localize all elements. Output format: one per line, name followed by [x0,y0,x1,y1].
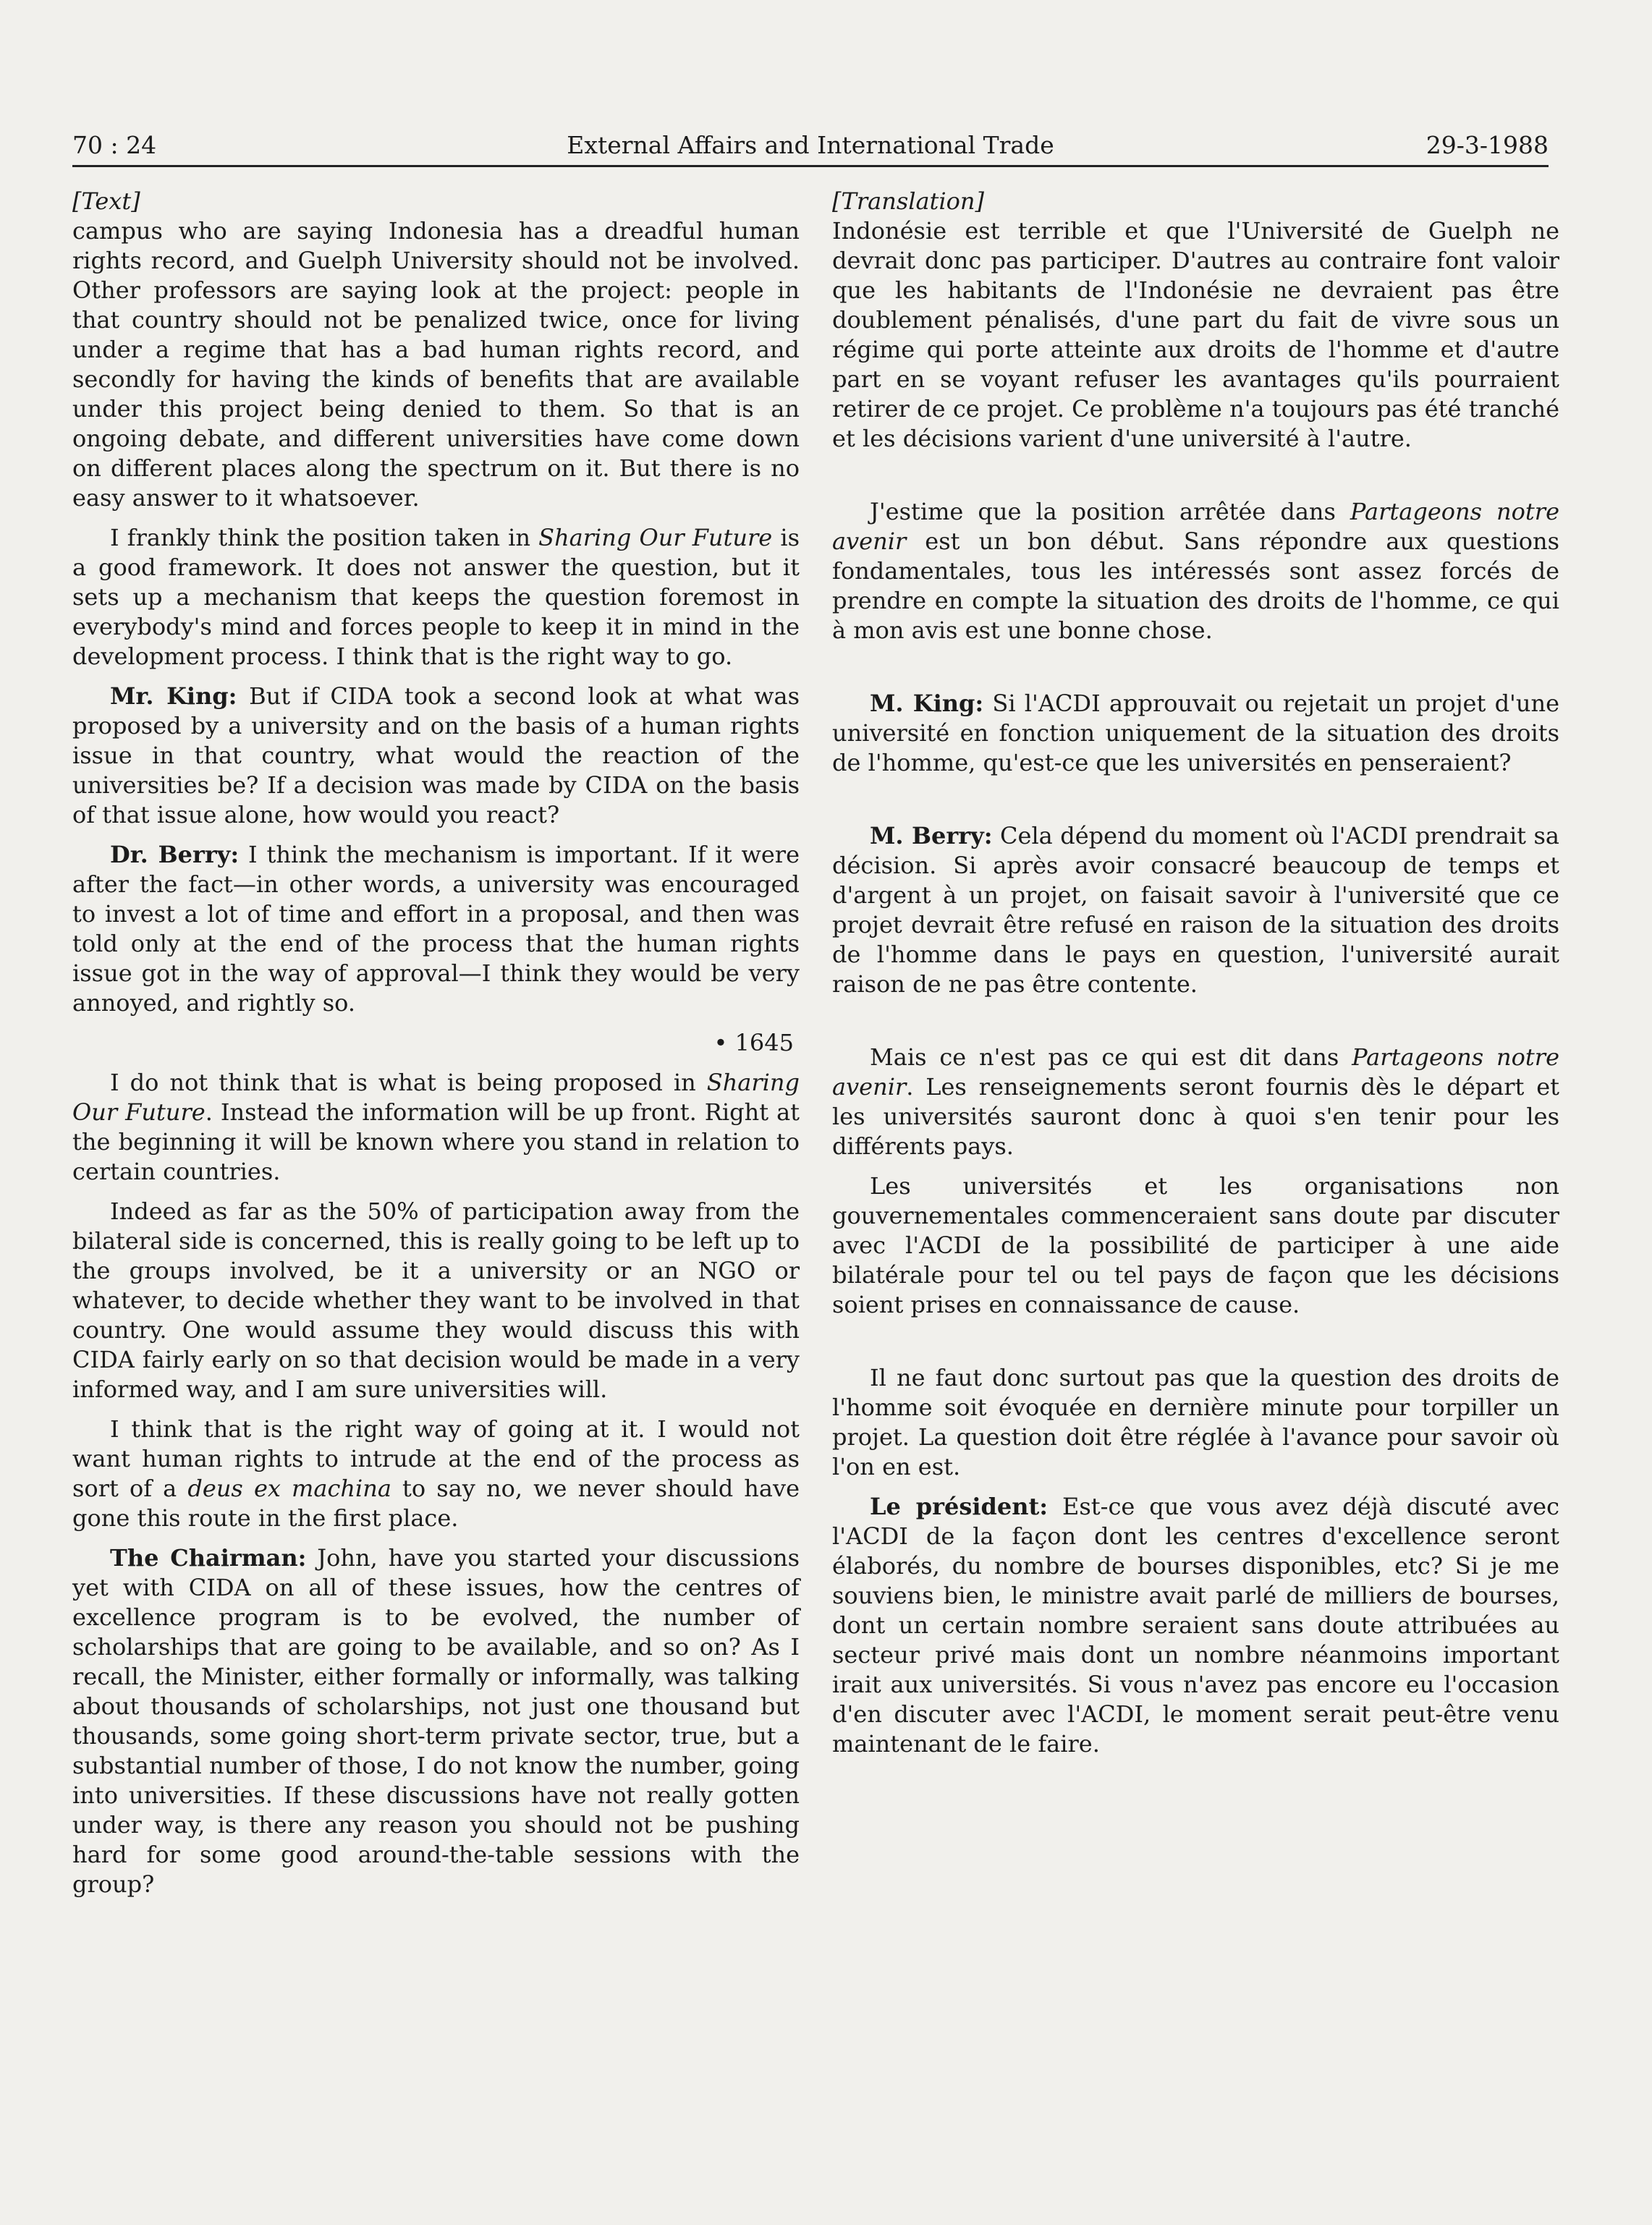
speaker-name: The Chairman: [110,1544,307,1572]
speaker-paragraph: M. Berry: Cela dépend du moment où l'ACDI prendrait sa décision. Si après avoir consacré beaucoup de temps et d'argent à un projet, on faisait savoir à l'université que ce projet devrait être refusé en raison de la situation des droits de l'homme dans le pays en question, l'université aurait raison de ne pas être contente. [832,822,1560,998]
paragraph: I do not think that is what is being proposed in Sharing Our Future. Instead the information will be up front. Right at the beginning it will be known where you stand in relation to certain countries. [72,1069,800,1185]
paragraph: I think that is the right way of going at it. I would not want human rights to intrude at the end of the process as sort of a deus ex machina to say no, we never should have gone this route in the first place. [72,1415,800,1532]
paragraph: I frankly think the position taken in Sharing Our Future is a good framework. It does not answer the question, but it sets up a mechanism that keeps the question foremost in everybody's mind and forces people to keep it in mind in the development process. I think that is the right way to go. [72,524,800,670]
page-date: 29-3-1988 [1426,131,1549,159]
paragraph: Les universités et les organisations non gouvernementales commenceraient sans doute par discuter avec l'ACDI de la possibilité de participer à une aide bilatérale pour tel ou tel pays de façon que les décisions soient prises en connaissance de cause. [832,1172,1559,1318]
speaker-paragraph: Le président: Est-ce que vous avez déjà discuté avec l'ACDI de la façon dont les centres d'excellence seront élaborés, du nombre de bourses disponibles, etc? Si je me souviens bien, le ministre avait parlé de milliers de bourses, dont un certain nombre seraient sans doute attribuées au secteur privé mais dont un nombre néanmoins important irait aux universités. Si vous n'avez pas encore eu l'occasion d'en discuter avec l'ACDI, le moment serait peut-être venu maintenant de le faire. [832,1493,1560,1758]
speaker-name: M. King: [870,690,984,717]
paragraph: Il ne faut donc surtout pas que la question des droits de l'homme soit évoquée en dernière minute pour torpiller un projet. La question doit être réglée à l'avance pour savoir où l'on en est. [832,1364,1559,1480]
speaker-name: M. Berry: [870,822,993,849]
speaker-paragraph: The Chairman: John, have you started your discussions yet with CIDA on all of these issues, how the centres of excellence program is to be evolved, the number of scholarships that are going to be available, and so on? As I recall, the Minister, either formally or informally, was talking about thousands of scholarships, not just one thousand but thousands, some going short-term private sector, true, but a substantial number of those, I do not know the number, going into universities. If these discussions have not really gotten under way, is there any reason you should not be pushing hard for some good around-the-table sessions with the group? [72,1544,800,1898]
speaker-paragraph: M. King: Si l'ACDI approuvait ou rejetait un projet d'une université en fonction uniquement de la situation des droits de l'homme, qu'est-ce que les universités en penseraient? [832,690,1560,776]
timestamp: • 1645 [713,1029,794,1056]
paragraph: Indeed as far as the 50% of participation away from the bilateral side is concerned, this is really going to be left up to the groups involved, be it a university or an NGO or whatever, to decide whether they want to be involved in that country. One would assume they would discuss this with CIDA fairly early on so that decision would be made in a very informed way, and I am sure universities will. [72,1198,800,1403]
page-header [72,129,1549,162]
speaker-name: Le président: [870,1493,1049,1520]
paragraph: campus who are saying Indonesia has a dreadful human rights record, and Guelph University should not be involved. Other professors are saying look at the project: people in that country should not be penalized twice, once for living under a regime that has a bad human rights record, and secondly for having the kinds of benefits that are available under this project being denied to them. So that is an ongoing debate, and different universities have come down on different places along the spectrum on it. But there is no easy answer to it whatsoever. [72,217,800,512]
text-marker: [Text] [72,187,140,215]
speaker-paragraph: Mr. King: But if CIDA took a second look at what was proposed by a university and on the basis of a human rights issue in that country, what would the reaction of the universities be? If a decision was made by CIDA on the basis of that issue alone, how would you react? [72,682,800,828]
english-column [72,187,800,1899]
header-rule [72,165,1549,167]
speaker-name: Mr. King: [110,682,237,710]
speaker-name: Dr. Berry: [110,841,240,868]
french-column [832,187,1559,1759]
paragraph: Mais ce n'est pas ce qui est dit dans Partageons notre avenir. Les renseignements seront fournis dès le départ et les universités sauront donc à quoi s'en tenir pour les différents pays. [832,1043,1560,1160]
paragraph: Indonésie est terrible et que l'Université de Guelph ne devrait donc pas participer. D'autres au contraire font valoir que les habitants de l'Indonésie ne devraient pas être doublement pénalisés, d'une part du fait de vivre sous un régime qui porte atteinte aux droits de l'homme et d'autre part en se voyant refuser les avantages qu'ils pourraient retirer de ce projet. Ce problème n'a toujours pas été tranché et les décisions varient d'une université à l'autre. [832,217,1559,452]
publication-title: External Affairs and International Trade [567,131,1054,159]
page-number: 70 : 24 [72,131,157,159]
paragraph: J'estime que la position arrêtée dans Partageons notre avenir est un bon début. Sans répondre aux questions fondamentales, tous les intéressés sont assez forcés de prendre en compte la situation des droits de l'homme, ce qui à mon avis est une bonne chose. [832,498,1559,644]
translation-marker: [Translation] [832,187,984,215]
speaker-paragraph: Dr. Berry: I think the mechanism is important. If it were after the fact—in other words, a university was encouraged to invest a lot of time and effort in a proposal, and then was told only at the end of the process that the human rights issue got in the way of approval—I think they would be very annoyed, and rightly so. [72,841,800,1017]
